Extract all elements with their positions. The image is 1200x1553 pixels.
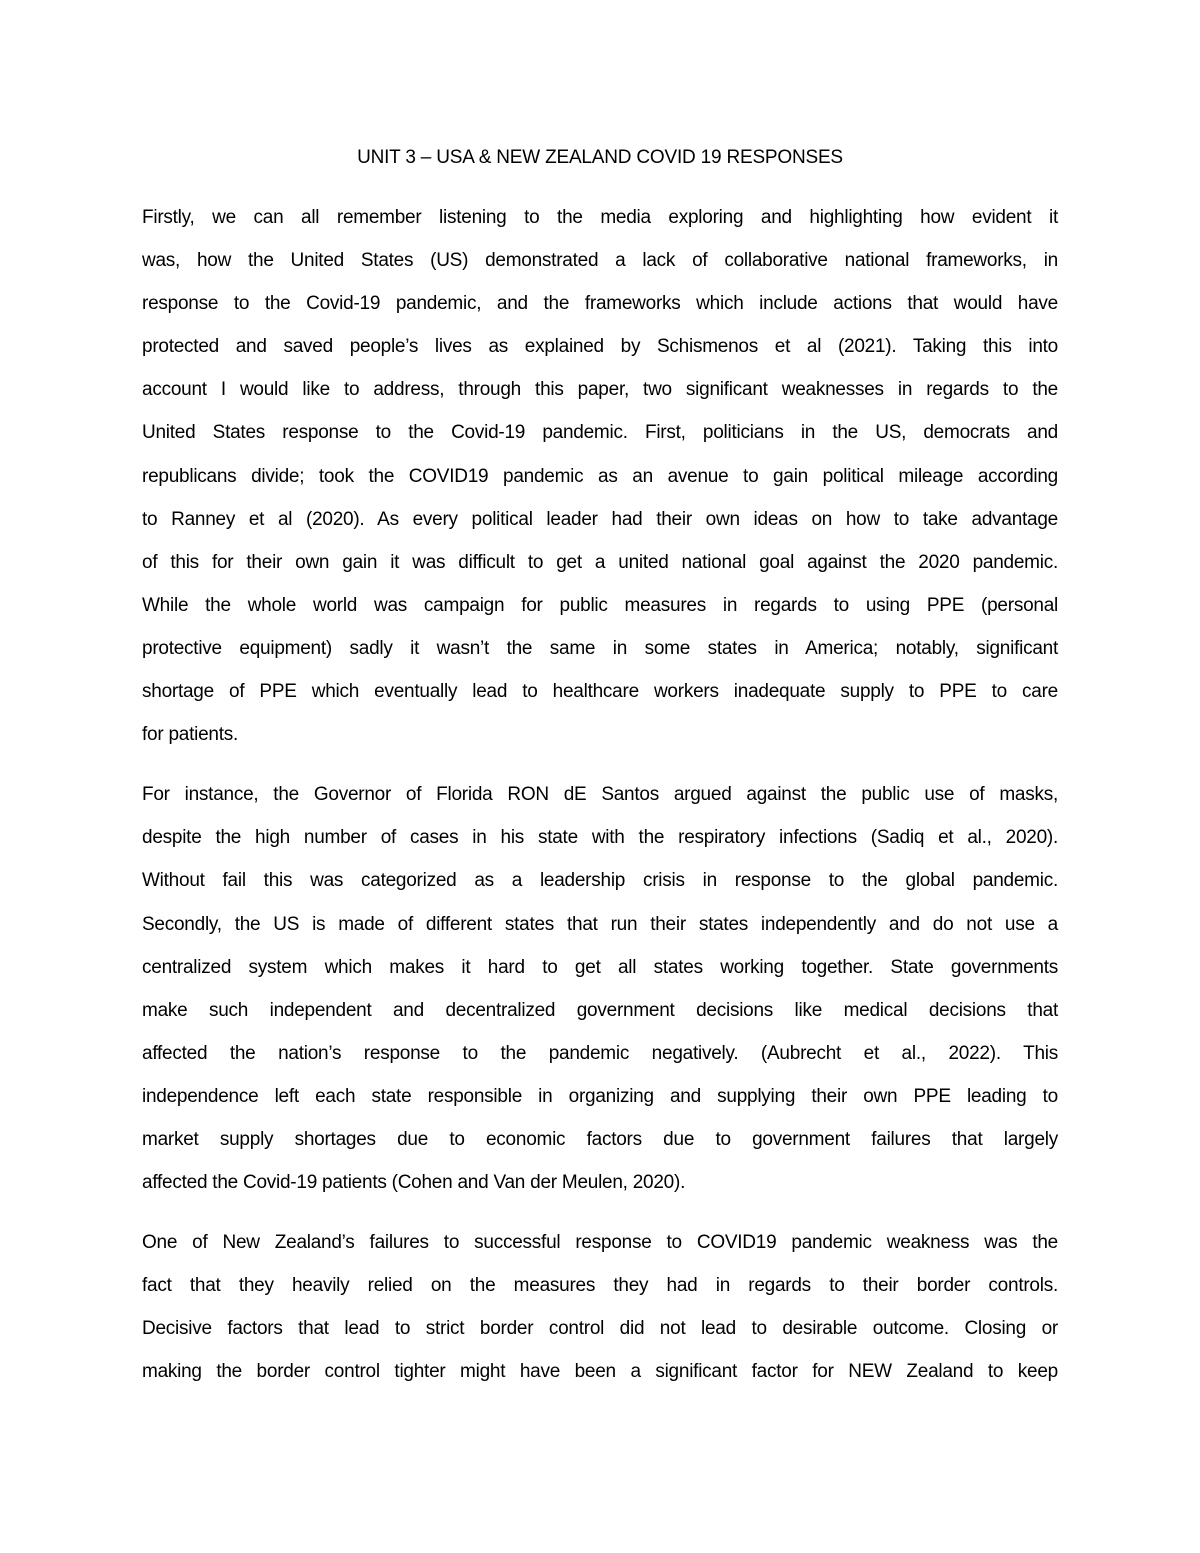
text-line: republicans divide; took the COVID19 pandemic as an avenue to gain political mileage according bbox=[142, 465, 1058, 487]
paragraph-new-zealand bbox=[142, 1221, 1058, 1393]
text-line: For instance, the Governor of Florida RON dE Santos argued against the public use of masks, bbox=[142, 784, 1058, 806]
text-line: While the whole world was campaign for public measures in regards to using PPE (personal bbox=[142, 594, 1058, 616]
text-line: response to the Covid-19 pandemic, and the frameworks which include actions that would have bbox=[142, 293, 1058, 315]
text-line: make such independent and decentralized government decisions like medical decisions that bbox=[142, 999, 1058, 1021]
text-line: making the border control tighter might have been a significant factor for NEW Zealand to keep bbox=[142, 1361, 1058, 1383]
text-line: fact that they heavily relied on the measures they had in regards to their border controls. bbox=[142, 1275, 1058, 1297]
paragraph-usa-states bbox=[142, 773, 1058, 1204]
text-line: of this for their own gain it was difficult to get a united national goal against the 2020 pandemic. bbox=[142, 551, 1058, 573]
text-line: account I would like to address, through this paper, two significant weaknesses in regards to the bbox=[142, 379, 1058, 401]
text-line: market supply shortages due to economic factors due to government failures that largely bbox=[142, 1128, 1058, 1150]
document-title: UNIT 3 – USA & NEW ZEALAND COVID 19 RESPONSES bbox=[357, 147, 843, 168]
document-body bbox=[142, 196, 1058, 1411]
text-line: independence left each state responsible in organizing and supplying their own PPE leading to bbox=[142, 1085, 1058, 1107]
text-line: Firstly, we can all remember listening to the media exploring and highlighting how evident it bbox=[142, 207, 1058, 228]
text-line: affected the nation’s response to the pandemic negatively. (Aubrecht et al., 2022). This bbox=[142, 1042, 1058, 1064]
text-line: shortage of PPE which eventually lead to healthcare workers inadequate supply to PPE to care bbox=[142, 681, 1058, 703]
text-line: protective equipment) sadly it wasn’t the same in some states in America; notably, significant bbox=[142, 637, 1058, 659]
text-line: despite the high number of cases in his state with the respiratory infections (Sadiq et al., 2020). bbox=[142, 827, 1058, 849]
text-line: United States response to the Covid-19 pandemic. First, politicians in the US, democrats and bbox=[142, 422, 1058, 444]
text-line: affected the Covid-19 patients (Cohen and Van der Meulen, 2020). bbox=[142, 1172, 686, 1194]
text-line: protected and saved people’s lives as explained by Schismenos et al (2021). Taking this into bbox=[142, 336, 1058, 358]
text-line: for patients. bbox=[142, 724, 239, 746]
paragraph-usa-politics bbox=[142, 196, 1058, 756]
text-line: to Ranney et al (2020). As every political leader had their own ideas on how to take advantage bbox=[142, 508, 1058, 530]
text-line: Without fail this was categorized as a leadership crisis in response to the global pandemic. bbox=[142, 870, 1058, 892]
text-line: centralized system which makes it hard to get all states working together. State governments bbox=[142, 956, 1058, 978]
text-line: Secondly, the US is made of different states that run their states independently and do not use a bbox=[142, 913, 1058, 935]
text-line: Decisive factors that lead to strict border control did not lead to desirable outcome. Closing or bbox=[142, 1318, 1058, 1340]
text-line: was, how the United States (US) demonstrated a lack of collaborative national frameworks, in bbox=[142, 250, 1058, 272]
text-line: One of New Zealand’s failures to successful response to COVID19 pandemic weakness was the bbox=[142, 1232, 1058, 1254]
